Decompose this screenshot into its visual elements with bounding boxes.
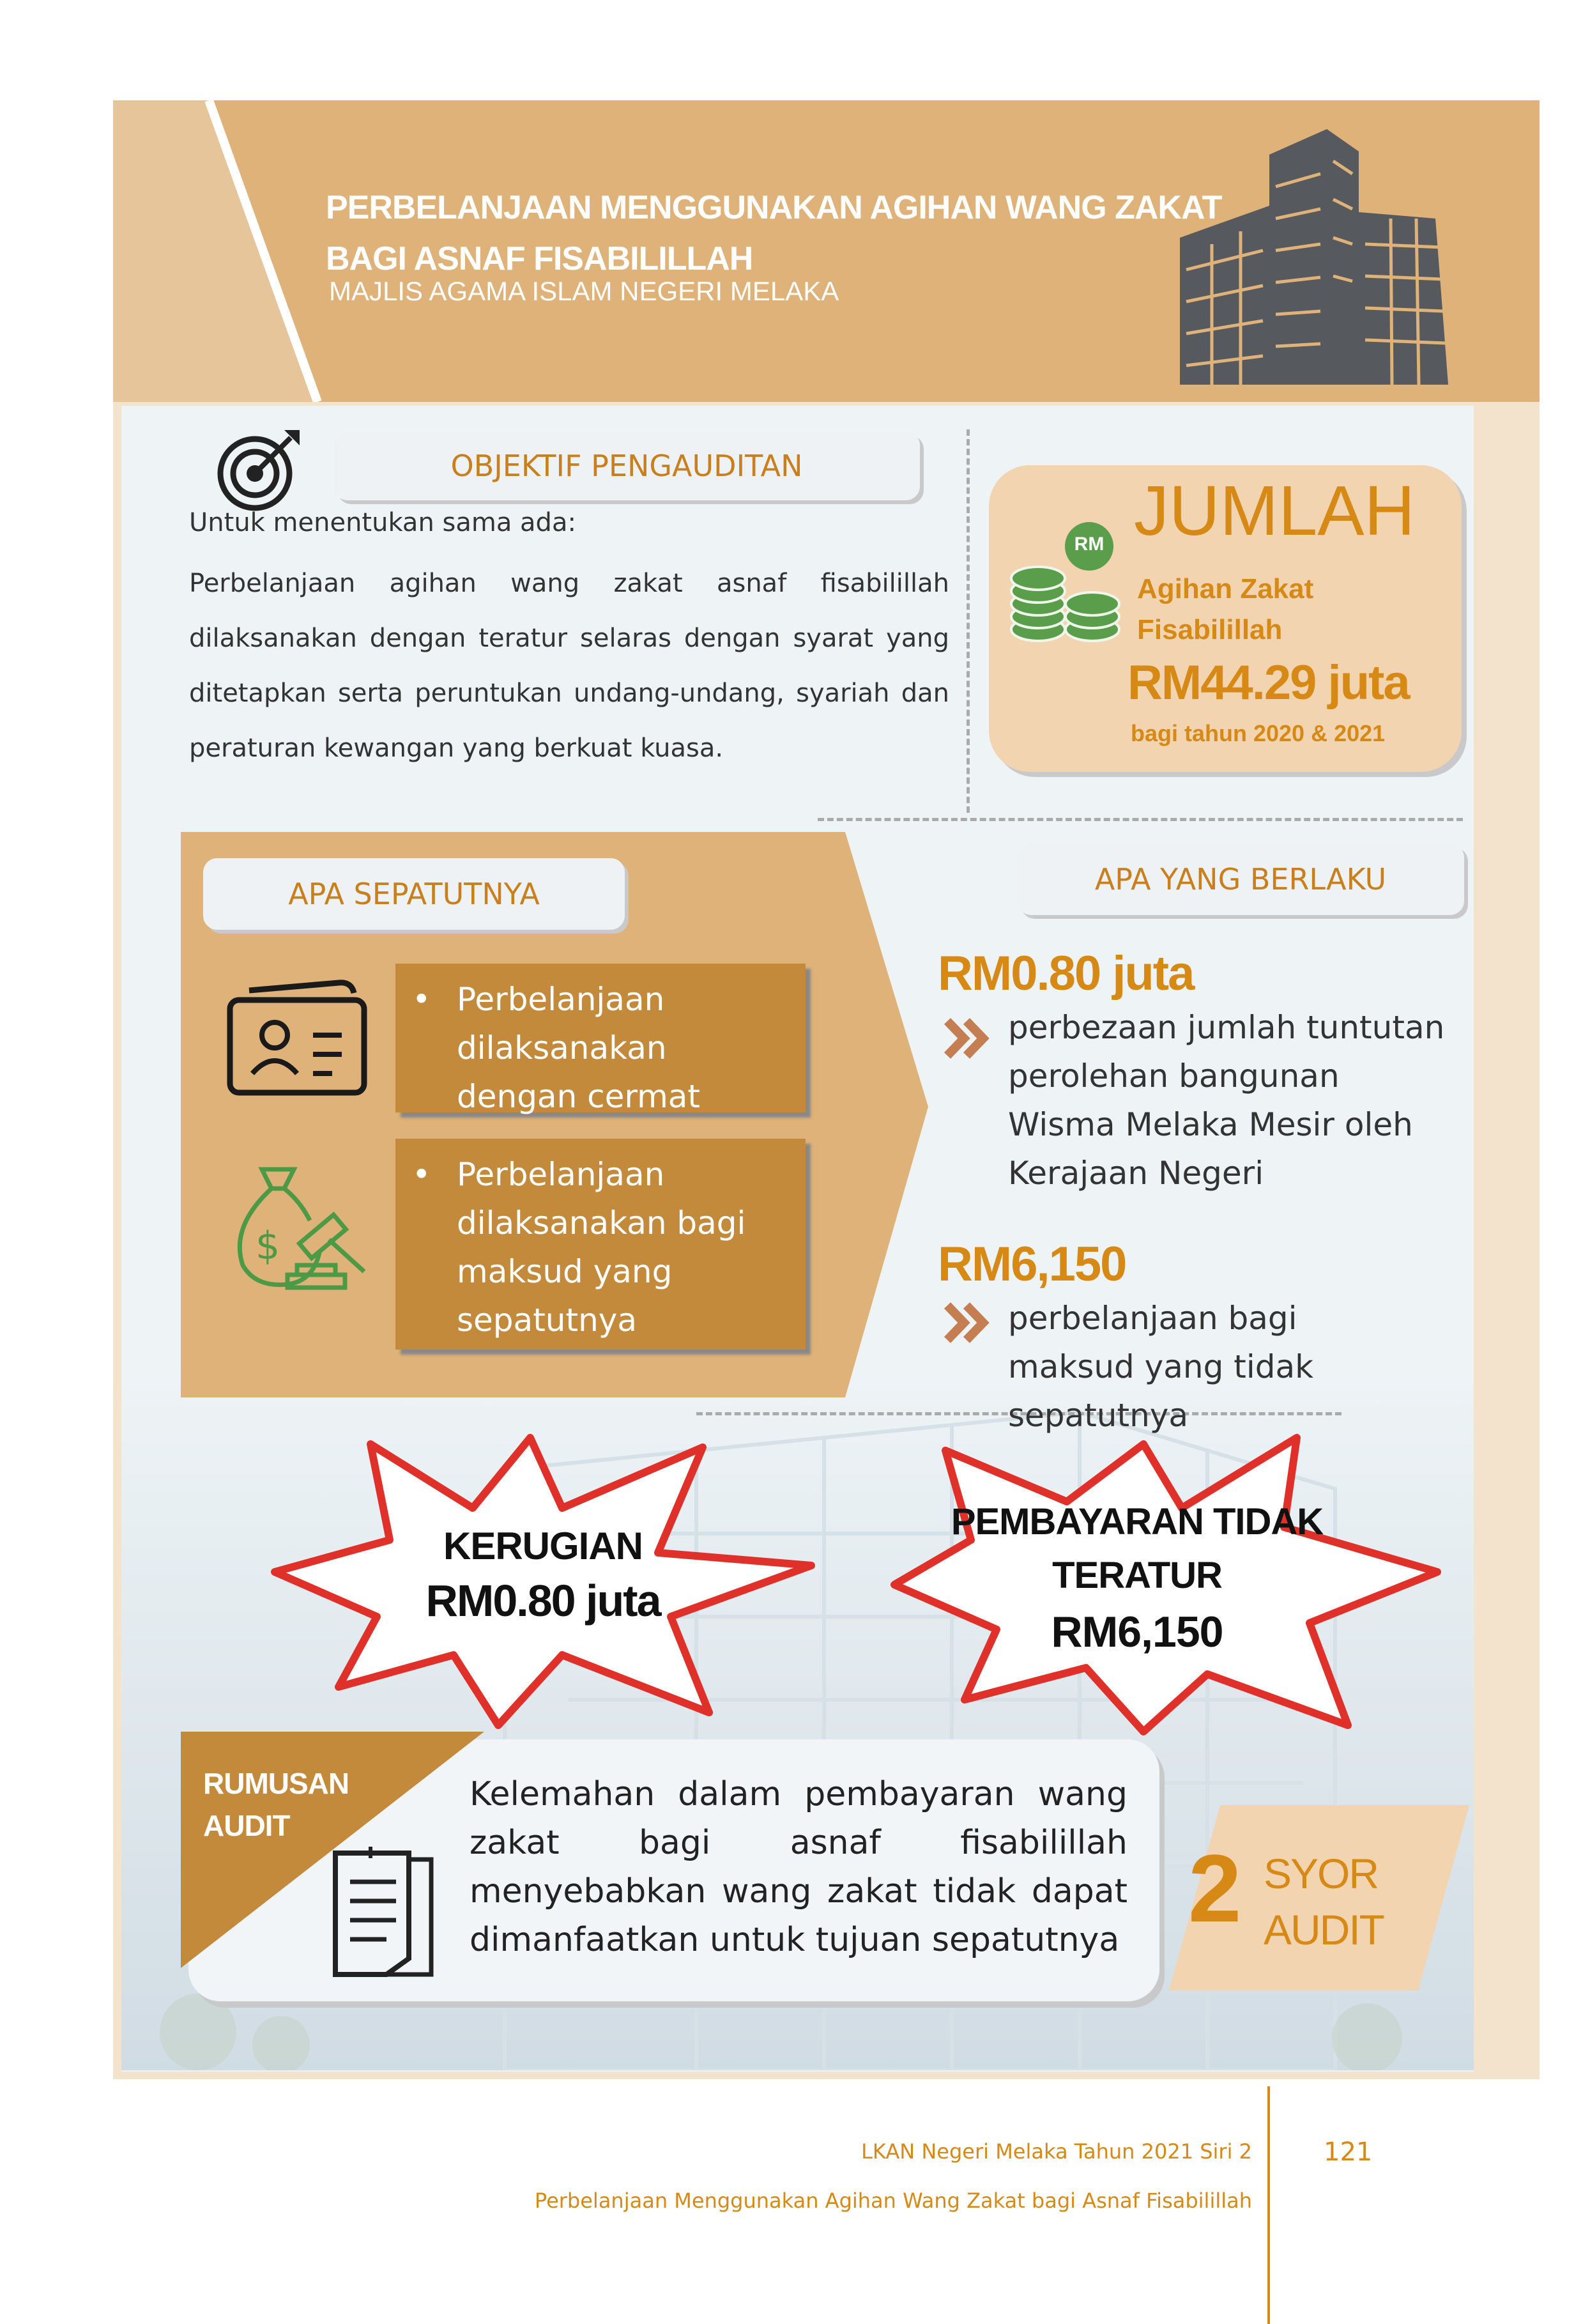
- pembayaran-title: PEMBAYARAN TIDAK TERATUR: [951, 1501, 1324, 1596]
- page-subtitle: MAJLIS AGAMA ISLAM NEGERI MELAKA: [329, 276, 839, 306]
- footer-report-title: LKAN Negeri Melaka Tahun 2021 Siri 2: [861, 2139, 1252, 2164]
- building-icon: [1161, 116, 1480, 397]
- page-title: PERBELANJAAN MENGGUNAKAN AGIHAN WANG ZAKAT BAGI ASNAF FISABILILLAH: [326, 189, 1222, 277]
- jumlah-label: Agihan Zakat Fisabilillah: [1137, 573, 1314, 645]
- page-number: 121: [1324, 2137, 1373, 2167]
- objektif-intro: Untuk menentukan sama ada:: [189, 508, 576, 537]
- money-bag-gavel-icon: [224, 1157, 377, 1297]
- vertical-divider: [967, 429, 970, 813]
- pembayaran-amount: RM6,150: [1051, 1608, 1223, 1656]
- chevrons-icon: [942, 1016, 993, 1061]
- kerugian-title: KERUGIAN: [443, 1525, 643, 1567]
- objektif-label-pill: [333, 431, 920, 500]
- apa-sepatutnya-pill: [203, 858, 625, 930]
- chevrons-icon: [942, 1300, 993, 1345]
- sepatutnya-item-2: • Perbelanjaan dilaksanakan bagi maksud yang sepatutnya: [395, 1139, 806, 1350]
- apa-berlaku-label: APA YANG BERLAKU: [1094, 862, 1387, 897]
- berlaku-amount-1: RM0.80 juta: [938, 946, 1194, 1001]
- objektif-label: OBJEKTIF PENGAUDITAN: [450, 449, 803, 483]
- header-banner: [113, 100, 1540, 402]
- jumlah-amount: RM44.29 juta: [1128, 656, 1409, 710]
- rumusan-label: RUMUSAN AUDIT: [203, 1767, 349, 1842]
- berlaku-amount-2: RM6,150: [938, 1237, 1126, 1291]
- berlaku-description-1: perbezaan jumlah tuntutan perolehan bangunan Wisma Melaka Mesir oleh Kerajaan Negeri: [1008, 1009, 1445, 1192]
- objektif-body: Perbelanjaan agihan wang zakat asnaf fisabilillah dilaksanakan dengan teratur selaras dengan syarat yang ditetapkan serta peruntukan undang-undang, syariah dan peraturan kewangan yang berkuat kuasa.: [189, 569, 949, 763]
- kerugian-amount: RM0.80 juta: [425, 1576, 661, 1626]
- id-card-icon: [224, 971, 377, 1099]
- footer-section-title: Perbelanjaan Menggunakan Agihan Wang Zakat bagi Asnaf Fisabilillah: [534, 2189, 1252, 2213]
- document-icon: [326, 1847, 441, 1981]
- svg-text:$: $: [256, 1224, 280, 1268]
- coin-rm-label: RM: [1074, 534, 1105, 555]
- jumlah-heading: JUMLAH: [1134, 472, 1416, 550]
- jumlah-period: bagi tahun 2020 & 2021: [1131, 720, 1386, 746]
- apa-sepatutnya-label: APA SEPATUTNYA: [288, 877, 540, 911]
- syor-count: 2: [1188, 1835, 1239, 1942]
- footer-divider: [1267, 2086, 1270, 2324]
- horizontal-divider: [818, 818, 1463, 821]
- berlaku-description-2: perbelanjaan bagi maksud yang tidak sepatutnya: [1008, 1300, 1314, 1434]
- sepatutnya-item-1: • Perbelanjaan dilaksanakan dengan cermat: [395, 964, 806, 1112]
- rumusan-text: Kelemahan dalam pembayaran wang zakat bagi asnaf fisabilillah menyebabkan wang zakat tidak dapat dimanfaatkan untuk tujuan sepatutnya: [470, 1775, 1128, 1959]
- target-icon: [215, 425, 305, 514]
- apa-berlaku-pill: [1017, 843, 1464, 915]
- syor-label: SYOR AUDIT: [1264, 1850, 1384, 1953]
